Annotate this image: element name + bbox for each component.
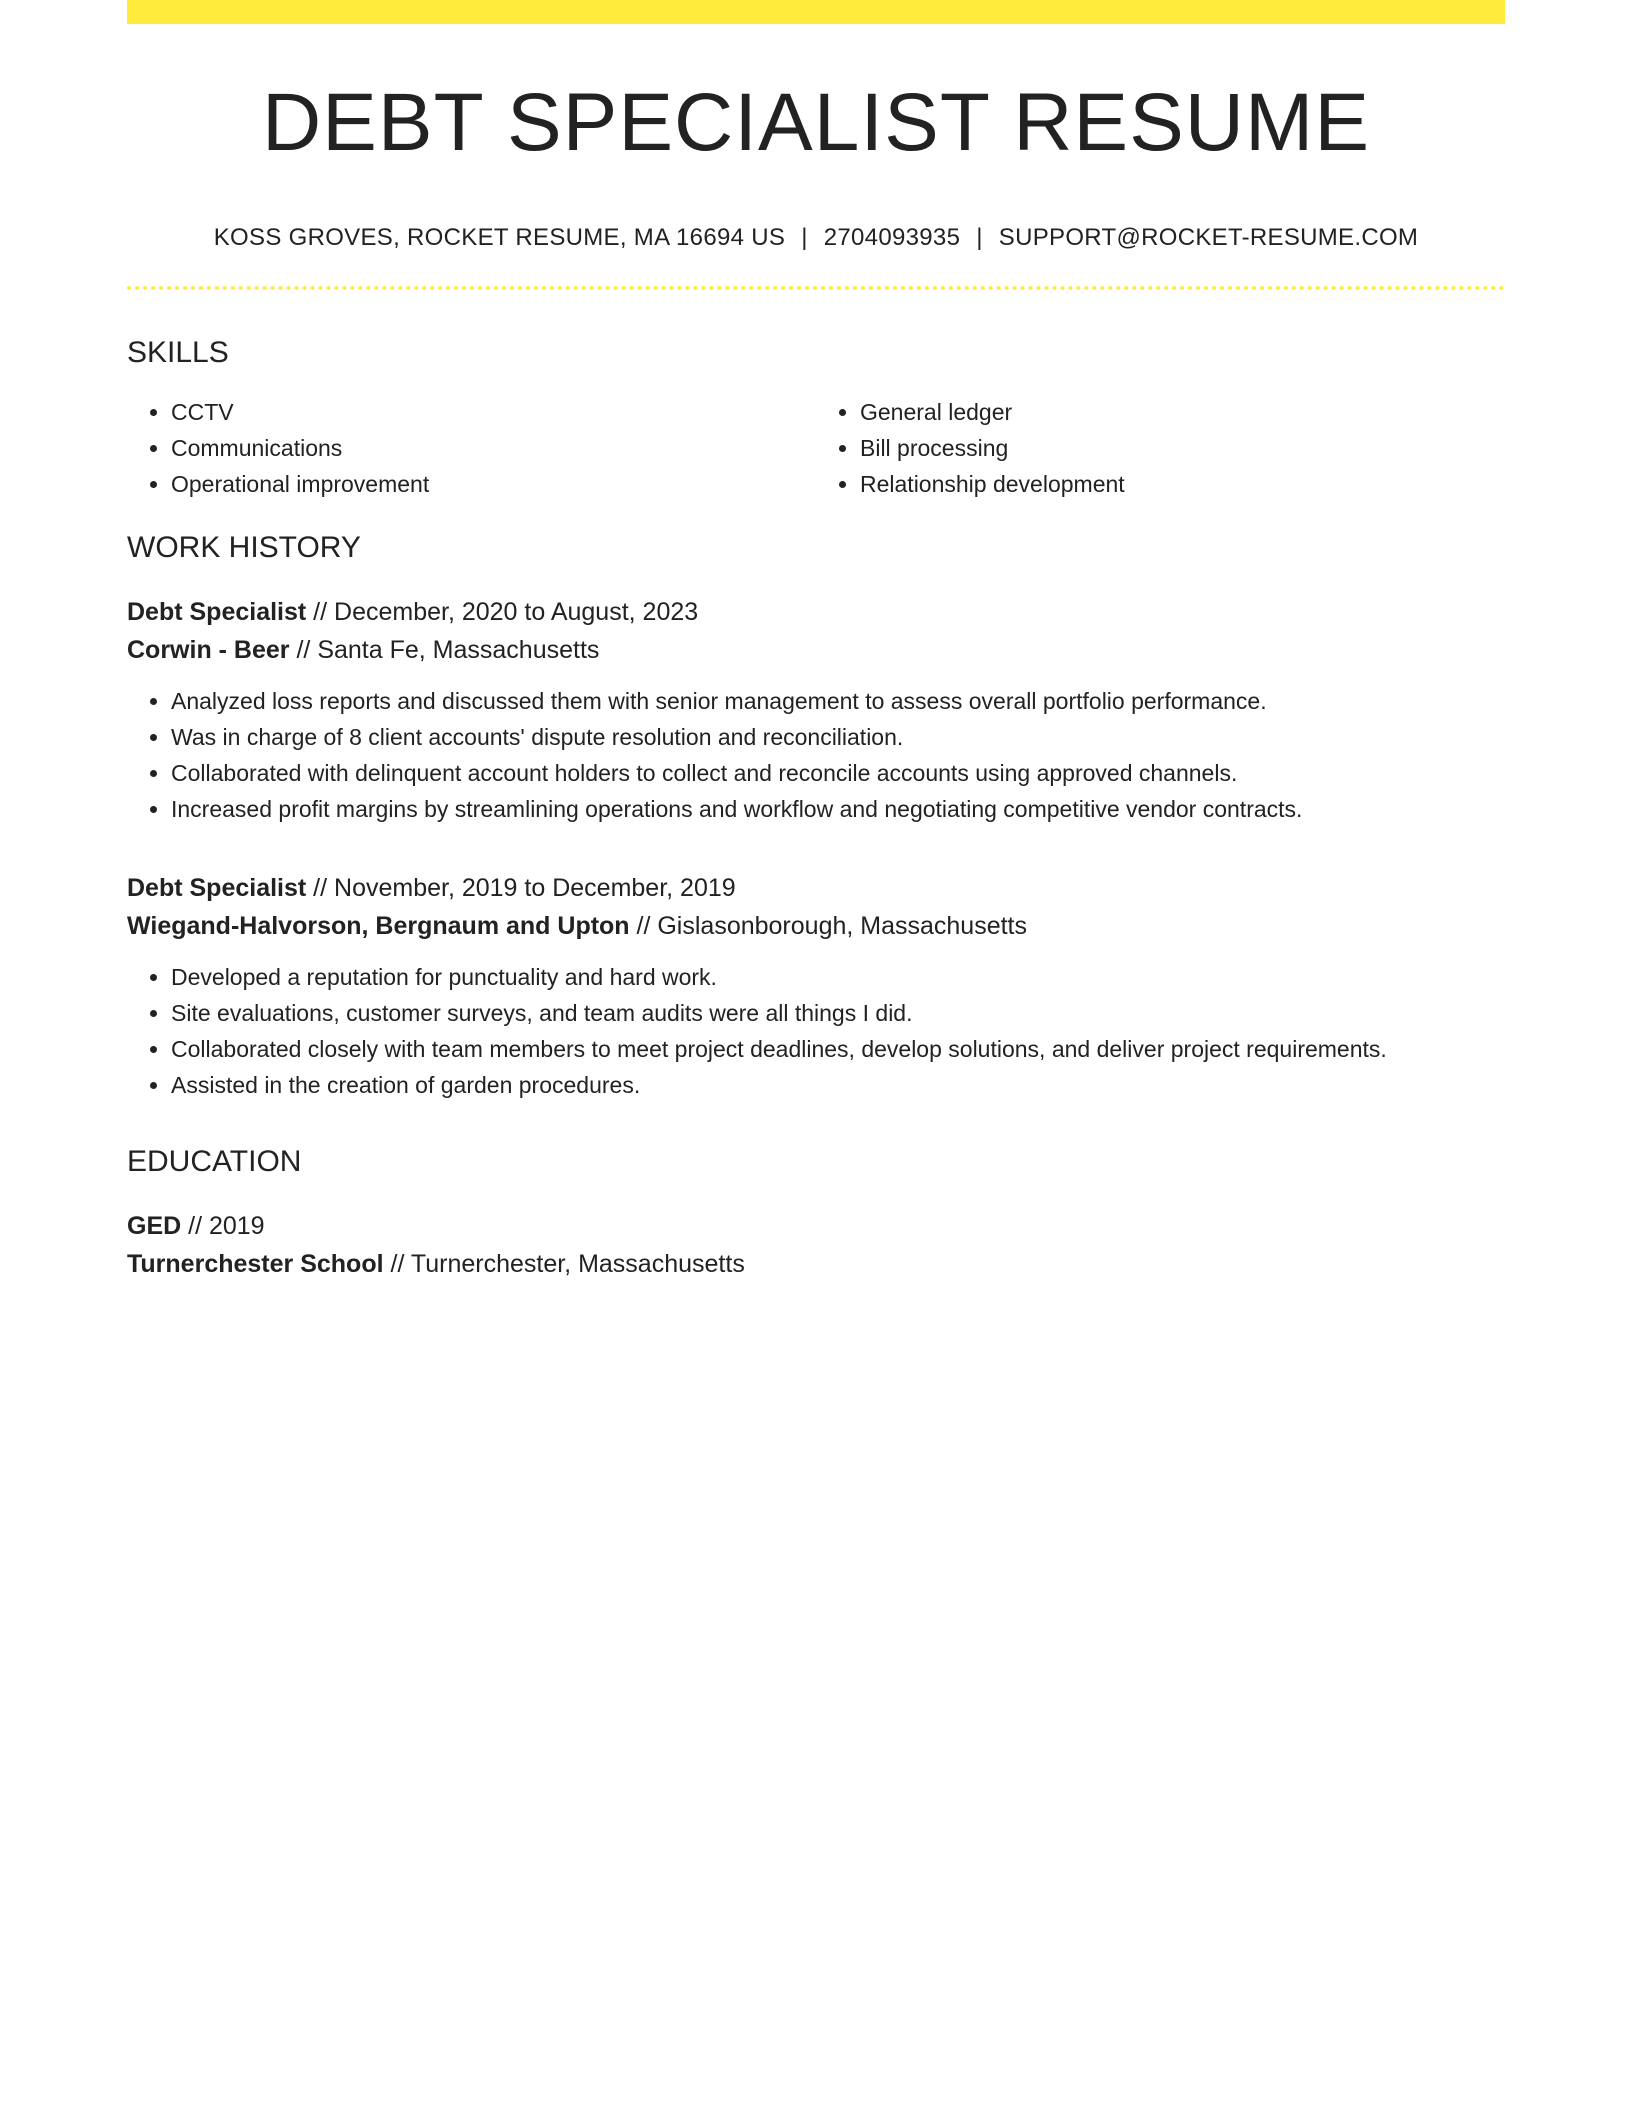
skills-list <box>127 394 1505 502</box>
skills-column-left <box>127 394 816 502</box>
job-bullet: • Increased profit margins by streamlining operations and workflow and negotiating competitive vendor contracts. <box>171 791 1505 827</box>
resume-page <box>127 0 1505 1283</box>
job-entry <box>127 593 1505 827</box>
accent-top-bar <box>127 0 1505 24</box>
contact-separator: | <box>976 224 983 251</box>
skill-item: • CCTV <box>171 394 816 430</box>
education-entry <box>127 1207 1505 1283</box>
education-degree: GED <box>127 1212 182 1240</box>
job-location: // Gislasonborough, Massachusetts <box>629 912 1028 940</box>
contact-line <box>127 226 1505 250</box>
job-bullet: • Developed a reputation for punctuality and hard work. <box>171 959 1505 995</box>
skills-heading: SKILLS <box>127 336 229 369</box>
job-bullet: • Assisted in the creation of garden procedures. <box>171 1067 1505 1103</box>
job-dates: // November, 2019 to December, 2019 <box>306 874 736 902</box>
job-position-line <box>127 869 1505 907</box>
work-history-heading: WORK HISTORY <box>127 531 361 564</box>
contact-email: SUPPORT@ROCKET-RESUME.COM <box>998 224 1419 251</box>
skill-item: • General ledger <box>860 394 1505 430</box>
job-company-line <box>127 907 1505 945</box>
job-bullets <box>127 683 1505 827</box>
education-heading: EDUCATION <box>127 1145 302 1178</box>
job-bullet: • Site evaluations, customer surveys, and team audits were all things I did. <box>171 995 1505 1031</box>
education-school-line <box>127 1245 1505 1283</box>
job-position: Debt Specialist <box>127 874 307 902</box>
job-company-line <box>127 631 1505 669</box>
skill-item: • Communications <box>171 430 816 466</box>
job-dates: // December, 2020 to August, 2023 <box>306 598 699 626</box>
job-entry <box>127 869 1505 1103</box>
job-bullet: • Collaborated with delinquent account holders to collect and reconcile accounts using approved channels. <box>171 755 1505 791</box>
job-bullets <box>127 959 1505 1103</box>
contact-address: KOSS GROVES, ROCKET RESUME, MA 16694 US <box>213 224 786 251</box>
job-location: // Santa Fe, Massachusetts <box>289 636 600 664</box>
job-bullet: • Collaborated closely with team members to meet project deadlines, develop solutions, and deliver project requirements. <box>171 1031 1505 1067</box>
job-position: Debt Specialist <box>127 598 307 626</box>
skill-item: • Relationship development <box>860 466 1505 502</box>
job-bullet: • Analyzed loss reports and discussed them with senior management to assess overall portfolio performance. <box>171 683 1505 719</box>
job-company: Corwin - Beer <box>127 636 290 664</box>
job-bullet: • Was in charge of 8 client accounts' dispute resolution and reconciliation. <box>171 719 1505 755</box>
job-position-line <box>127 593 1505 631</box>
education-school: Turnerchester School <box>127 1250 384 1278</box>
contact-separator: | <box>801 224 808 251</box>
education-year: // 2019 <box>181 1212 265 1240</box>
resume-title: DEBT SPECIALIST RESUME <box>261 77 1371 168</box>
dotted-divider <box>127 286 1505 290</box>
skill-item: • Bill processing <box>860 430 1505 466</box>
education-location: // Turnerchester, Massachusetts <box>383 1250 745 1278</box>
skill-item: • Operational improvement <box>171 466 816 502</box>
education-degree-line <box>127 1207 1505 1245</box>
job-company: Wiegand-Halvorson, Bergnaum and Upton <box>127 912 630 940</box>
contact-phone: 2704093935 <box>823 224 961 251</box>
skills-column-right <box>816 394 1505 502</box>
